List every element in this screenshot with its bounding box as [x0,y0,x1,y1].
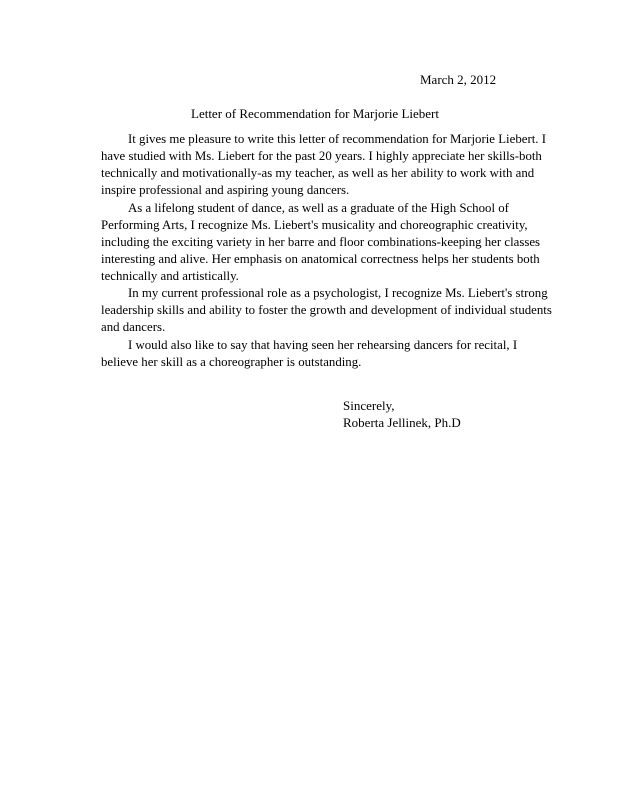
paragraph-introduction [101,131,546,199]
paragraph-line: It gives me pleasure to write this letter of recommendation for Marjorie Liebert. I [128,132,546,146]
paragraph-line: leadership skills and ability to foster the growth and development of individual students [101,303,552,317]
paragraph-line: and dancers. [101,320,166,334]
paragraph-line: technically and motivationally-as my teacher, as well as her ability to work with and [101,166,535,180]
paragraph-line: interesting and alive. Her emphasis on anatomical correctness helps her students both [101,252,540,266]
paragraph-line: believe her skill as a choreographer is outstanding. [101,355,362,369]
paragraph-line: have studied with Ms. Liebert for the past 20 years. I highly appreciate her skills-both [101,149,542,163]
paragraph-line: In my current professional role as a psychologist, I recognize Ms. Liebert's strong [128,286,548,300]
paragraph-choreographer [101,337,517,371]
paragraph-professional-role [101,285,552,336]
paragraph-line: Performing Arts, I recognize Ms. Liebert's musicality and choreographic creativity, [101,218,528,232]
paragraph-line: inspire professional and aspiring young dancers. [101,183,350,197]
letter-title: Letter of Recommendation for Marjorie Liebert [191,106,439,121]
paragraph-line: I would also like to say that having seen her rehearsing dancers for recital, I [128,338,518,352]
letter-date: March 2, 2012 [420,72,497,87]
paragraph-line: technically and artistically. [101,269,239,283]
paragraph-dance-background [101,200,540,285]
paragraph-line: including the exciting variety in her barre and floor combinations-keeping her classes [101,235,541,249]
closing-salutation: Sincerely, [343,398,395,413]
paragraph-line: As a lifelong student of dance, as well as a graduate of the High School of [128,201,509,215]
signature-name: Roberta Jellinek, Ph.D [343,415,461,430]
closing-block [343,397,461,431]
